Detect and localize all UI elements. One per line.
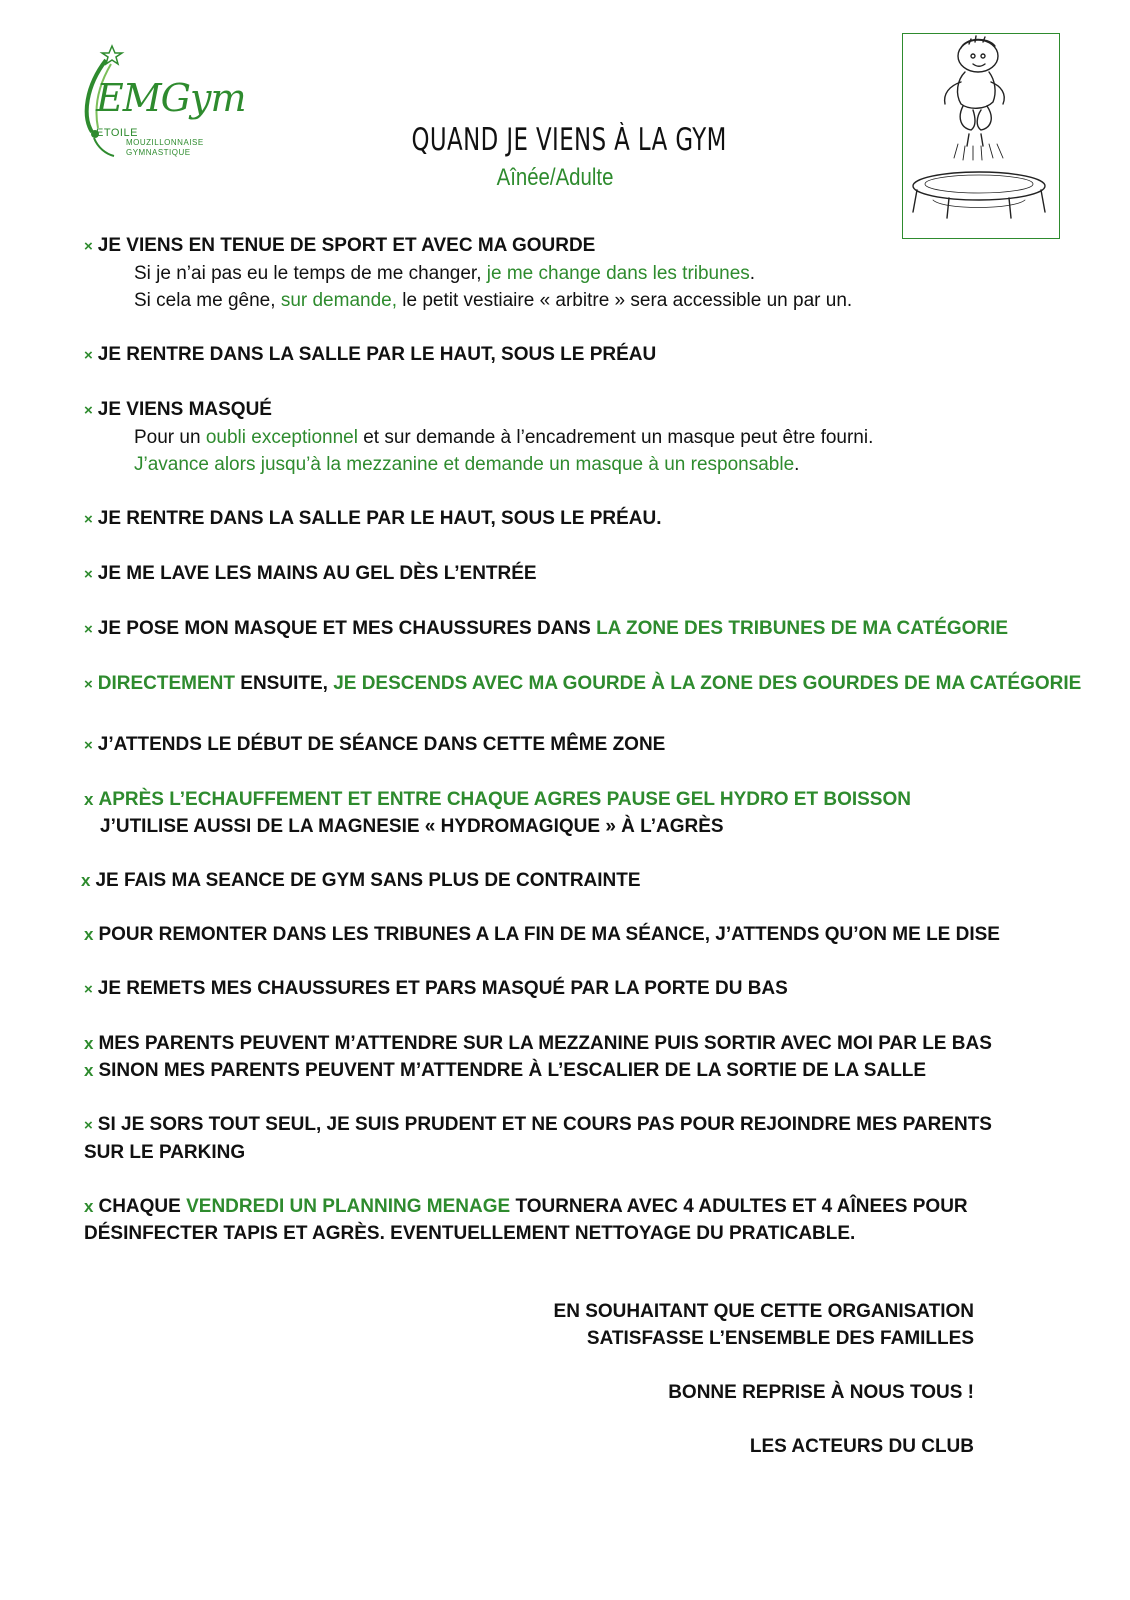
list-item: × J’ATTENDS LE DÉBUT DE SÉANCE DANS CETTE MÊME ZONE [84,734,666,755]
bullet-icon: × [84,737,93,754]
list-item: x SINON MES PARENTS PEUVENT M’ATTENDRE À L’ESCALIER DE LA SORTIE DE LA SALLE [84,1060,927,1081]
logo-line-3: GYMNASTIQUE [126,148,191,157]
list-item: × SI JE SORS TOUT SEUL, JE SUIS PRUDENT ET NE COURS PAS POUR REJOINDRE MES PARENTS [84,1114,992,1135]
bullet-icon: × [84,402,93,419]
closing-line: SATISFASSE L’ENSEMBLE DES FAMILLES [586,1328,974,1349]
list-item: × JE ME LAVE LES MAINS AU GEL DÈS L’ENTRÉE [84,563,537,584]
page-title: QUAND JE VIENS À LA GYM [411,122,727,158]
bullet-icon: × [84,511,93,528]
bullet-icon: x [84,1034,94,1053]
bullet-icon: x [84,790,94,809]
bullet-icon: x [81,871,91,890]
closing-signature: LES ACTEURS DU CLUB [749,1436,974,1457]
closing-line: EN SOUHAITANT QUE CETTE ORGANISATION [553,1301,974,1322]
bullet-icon: x [84,925,94,944]
list-item-detail: Si cela me gêne, sur demande, le petit vestiaire « arbitre » sera accessible un par un. [134,290,853,311]
list-item-continuation: DÉSINFECTER TAPIS ET AGRÈS. EVENTUELLEMENT NETTOYAGE DU PRATICABLE. [84,1223,856,1244]
list-item-continuation: SUR LE PARKING [84,1142,246,1163]
club-logo [78,36,246,166]
list-item: x MES PARENTS PEUVENT M’ATTENDRE SUR LA MEZZANINE PUIS SORTIR AVEC MOI PAR LE BAS [84,1033,992,1054]
list-item: × JE RENTRE DANS LA SALLE PAR LE HAUT, SOUS LE PRÉAU. [84,508,662,529]
bullet-icon: x [84,1197,94,1216]
trampoline-illustration [902,33,1060,239]
list-item: x APRÈS L’ECHAUFFEMENT ET ENTRE CHAQUE AGRES PAUSE GEL HYDRO ET BOISSON [84,789,911,810]
logo-wordmark: EMGym [96,76,246,120]
rules-list [81,232,1084,1247]
bullet-icon: × [84,566,93,583]
bullet-icon: x [84,1061,94,1080]
list-item: × JE POSE MON MASQUE ET MES CHAUSSURES DANS LA ZONE DES TRIBUNES DE MA CATÉGORIE [84,618,1009,639]
logo-line-1: ETOILE [96,127,138,139]
list-item: × JE VIENS EN TENUE DE SPORT ET AVEC MA GOURDE [84,235,596,256]
list-item: x JE FAIS MA SEANCE DE GYM SANS PLUS DE CONTRAINTE [81,870,641,891]
list-item: x POUR REMONTER DANS LES TRIBUNES A LA FIN DE MA SÉANCE, J’ATTENDS QU’ON ME LE DISE [84,924,1000,945]
bullet-icon: × [84,621,93,638]
list-item: × JE RENTRE DANS LA SALLE PAR LE HAUT, SOUS LE PRÉAU [84,344,657,365]
list-item-continuation: J’UTILISE AUSSI DE LA MAGNESIE « HYDROMAGIQUE » À L’AGRÈS [100,816,724,837]
page-subtitle: Aînée/Adulte [496,164,614,191]
logo-tagline [96,128,204,158]
header [380,122,730,192]
list-item-detail: Si je n’ai pas eu le temps de me changer, je me change dans les tribunes. [134,263,756,284]
list-item: × JE VIENS MASQUÉ [84,399,272,420]
bullet-icon: × [84,981,93,998]
list-item-detail: Pour un oubli exceptionnel et sur demande à l’encadrement un masque peut être fourni. [134,427,874,448]
child-on-trampoline-icon [903,34,1058,237]
bullet-icon: × [84,676,93,693]
bullet-icon: × [84,1117,93,1134]
closing-message [554,1298,974,1460]
bullet-icon: × [84,347,93,364]
list-item: x CHAQUE VENDREDI UN PLANNING MENAGE TOURNERA AVEC 4 ADULTES ET 4 AÎNEES POUR [84,1196,968,1217]
list-item: × JE REMETS MES CHAUSSURES ET PARS MASQUÉ PAR LA PORTE DU BAS [84,978,788,999]
logo-line-2: MOUZILLONNAISE [126,138,204,147]
bullet-icon: × [84,238,93,255]
list-item: × DIRECTEMENT ENSUITE, JE DESCENDS AVEC MA GOURDE À LA ZONE DES GOURDES DE MA CATÉGORIE [84,673,1082,694]
closing-greeting: BONNE REPRISE À NOUS TOUS ! [668,1382,974,1403]
list-item-detail: J’avance alors jusqu’à la mezzanine et demande un masque à un responsable. [134,454,800,475]
